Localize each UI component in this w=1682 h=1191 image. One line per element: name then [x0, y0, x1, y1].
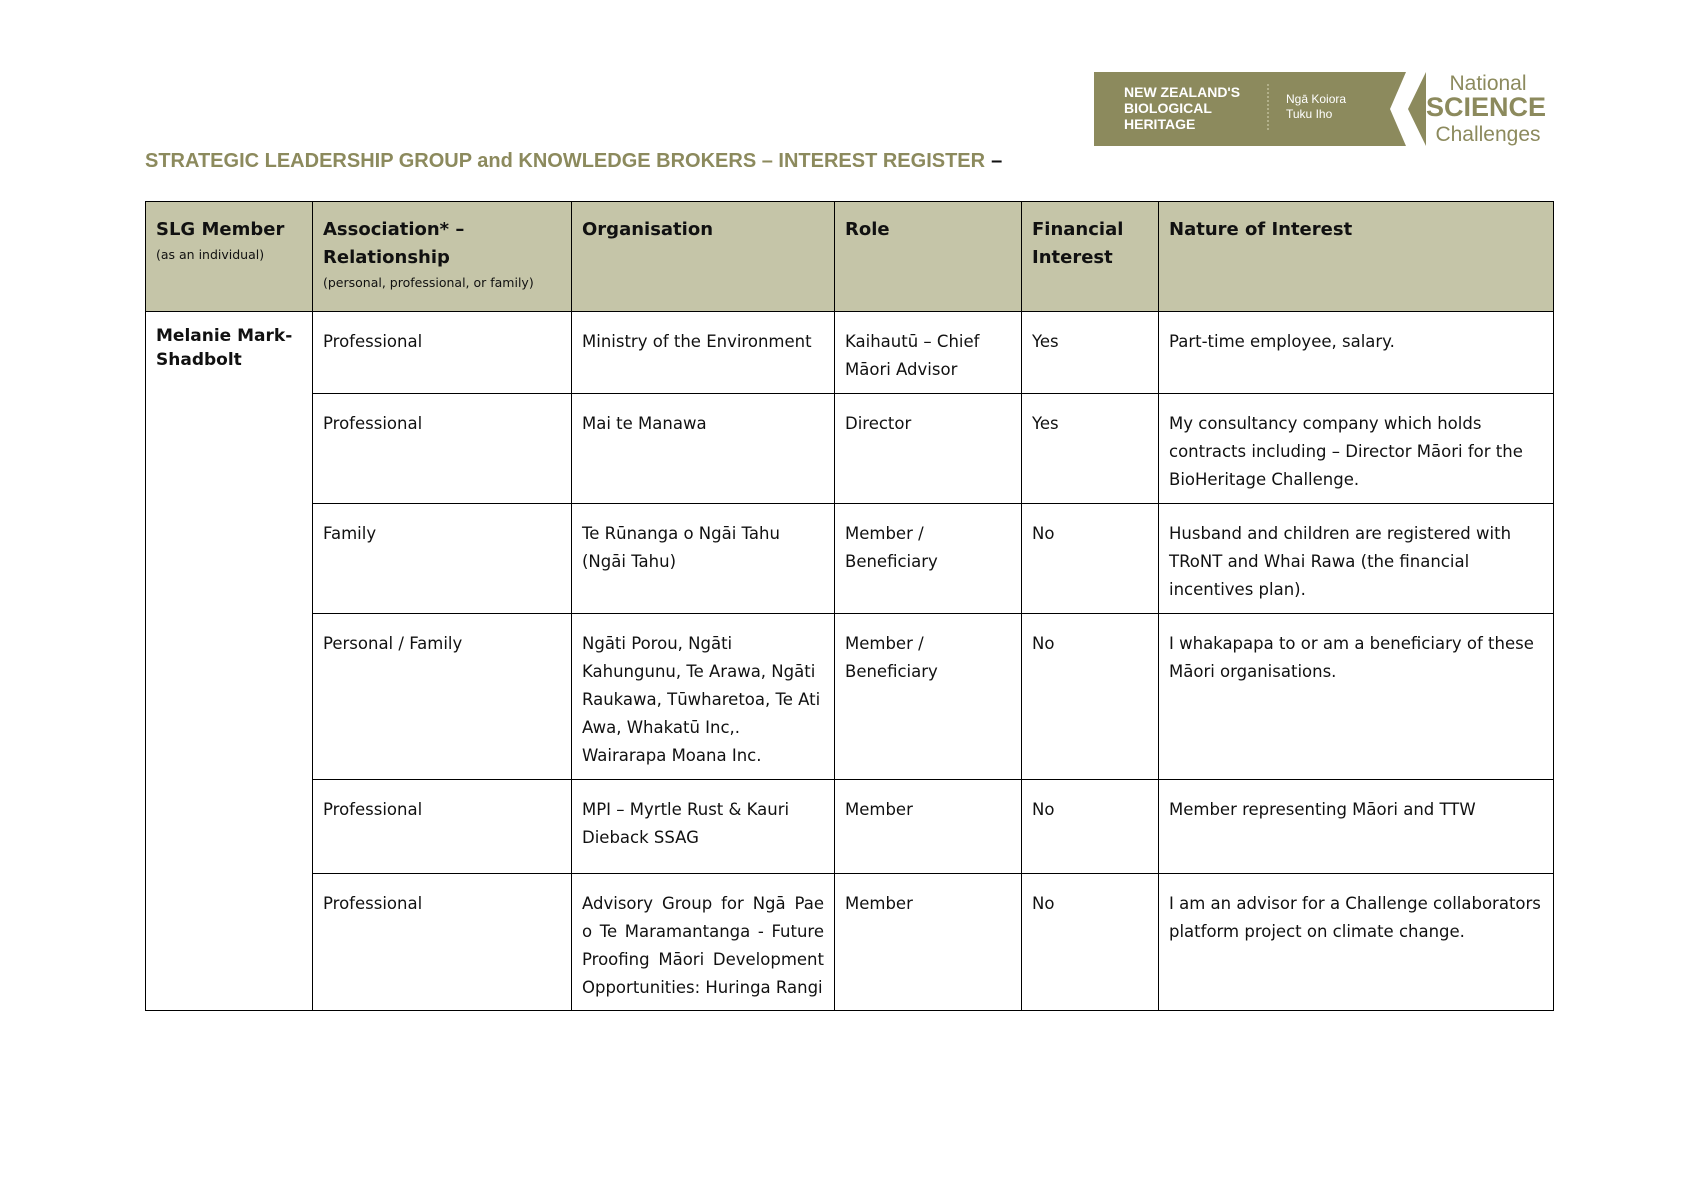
header-slg-member	[146, 202, 313, 312]
page-title	[145, 150, 1002, 173]
logo-line-1: NEW ZEALAND'S	[1124, 84, 1241, 100]
cell-nature: I whakapapa to or am a beneficiary of these Māori organisations.	[1159, 614, 1554, 780]
header-organisation: Organisation	[572, 202, 835, 312]
cell-nature: Member representing Māori and TTW	[1159, 780, 1554, 874]
table-row	[146, 614, 1554, 780]
header-association-label: Association* – Relationship	[323, 219, 465, 268]
cell-financial: No	[1022, 874, 1159, 1011]
cell-financial: Yes	[1022, 394, 1159, 504]
header-financial-interest: Financial Interest	[1022, 202, 1159, 312]
logo-line-3: HERITAGE	[1124, 116, 1196, 132]
cell-nature: Husband and children are registered with TRoNT and Whai Rawa (the financial incentives plan).	[1159, 504, 1554, 614]
header-slg-member-label: SLG Member	[156, 219, 285, 240]
cell-association: Family	[313, 504, 572, 614]
cell-organisation: Mai te Manawa	[572, 394, 835, 504]
logo-graphic	[1094, 70, 1552, 148]
cell-role: Member / Beneficiary	[835, 504, 1022, 614]
table-row	[146, 394, 1554, 504]
cell-role: Member	[835, 780, 1022, 874]
interest-register-table	[145, 201, 1554, 1011]
table-row	[146, 312, 1554, 394]
cell-organisation	[572, 874, 835, 1011]
cell-role: Kaihautū – Chief Māori Advisor	[835, 312, 1022, 394]
cell-role: Member / Beneficiary	[835, 614, 1022, 780]
page-title-dash: –	[991, 150, 1003, 172]
logo-line-2: BIOLOGICAL	[1124, 100, 1212, 116]
table-header-row	[146, 202, 1554, 312]
table-row	[146, 504, 1554, 614]
cell-nature: My consultancy company which holds contracts including – Director Māori for the BioHeritage Challenge.	[1159, 394, 1554, 504]
cell-association: Professional	[313, 312, 572, 394]
biological-heritage-logo	[1094, 70, 1552, 148]
header-slg-member-sub: (as an individual)	[156, 247, 265, 262]
cell-organisation: Ministry of the Environment	[572, 312, 835, 394]
cell-financial: No	[1022, 614, 1159, 780]
logo-science: SCIENCE	[1425, 92, 1547, 122]
cell-financial: Yes	[1022, 312, 1159, 394]
logo-challenges: Challenges	[1435, 123, 1541, 146]
cell-nature: Part-time employee, salary.	[1159, 312, 1554, 394]
table-row	[146, 780, 1554, 874]
cell-financial: No	[1022, 504, 1159, 614]
cell-organisation: Ngāti Porou, Ngāti Kahungunu, Te Arawa, Ngāti Raukawa, Tūwharetoa, Te Ati Awa, Whakatū Inc,. Wairarapa Moana Inc.	[572, 614, 835, 780]
cell-organisation-text: Advisory Group for Ngā Pae o Te Maramantanga - Future Proofing Māori Development Opportunities: Huringa Rangi	[582, 894, 824, 997]
logo-maori-1: Ngā Koiora	[1286, 92, 1347, 106]
header-role: Role	[835, 202, 1022, 312]
cell-organisation: Te Rūnanga o Ngāi Tahu (Ngāi Tahu)	[572, 504, 835, 614]
cell-organisation: MPI – Myrtle Rust & Kauri Dieback SSAG	[572, 780, 835, 874]
page-title-text: STRATEGIC LEADERSHIP GROUP and KNOWLEDGE BROKERS – INTEREST REGISTER	[145, 150, 986, 172]
member-name: Melanie Mark-Shadbolt	[146, 312, 313, 1011]
table-row	[146, 874, 1554, 1011]
logo-maori-2: Tuku Iho	[1286, 107, 1333, 121]
cell-role: Member	[835, 874, 1022, 1011]
cell-association: Professional	[313, 780, 572, 874]
logo-national: National	[1449, 72, 1527, 95]
header-association-sub: (personal, professional, or family)	[323, 275, 534, 290]
cell-role: Director	[835, 394, 1022, 504]
cell-financial: No	[1022, 780, 1159, 874]
cell-nature: I am an advisor for a Challenge collaborators platform project on climate change.	[1159, 874, 1554, 1011]
cell-association: Professional	[313, 394, 572, 504]
header-association	[313, 202, 572, 312]
cell-association: Personal / Family	[313, 614, 572, 780]
header-nature-of-interest: Nature of Interest	[1159, 202, 1554, 312]
cell-association: Professional	[313, 874, 572, 1011]
